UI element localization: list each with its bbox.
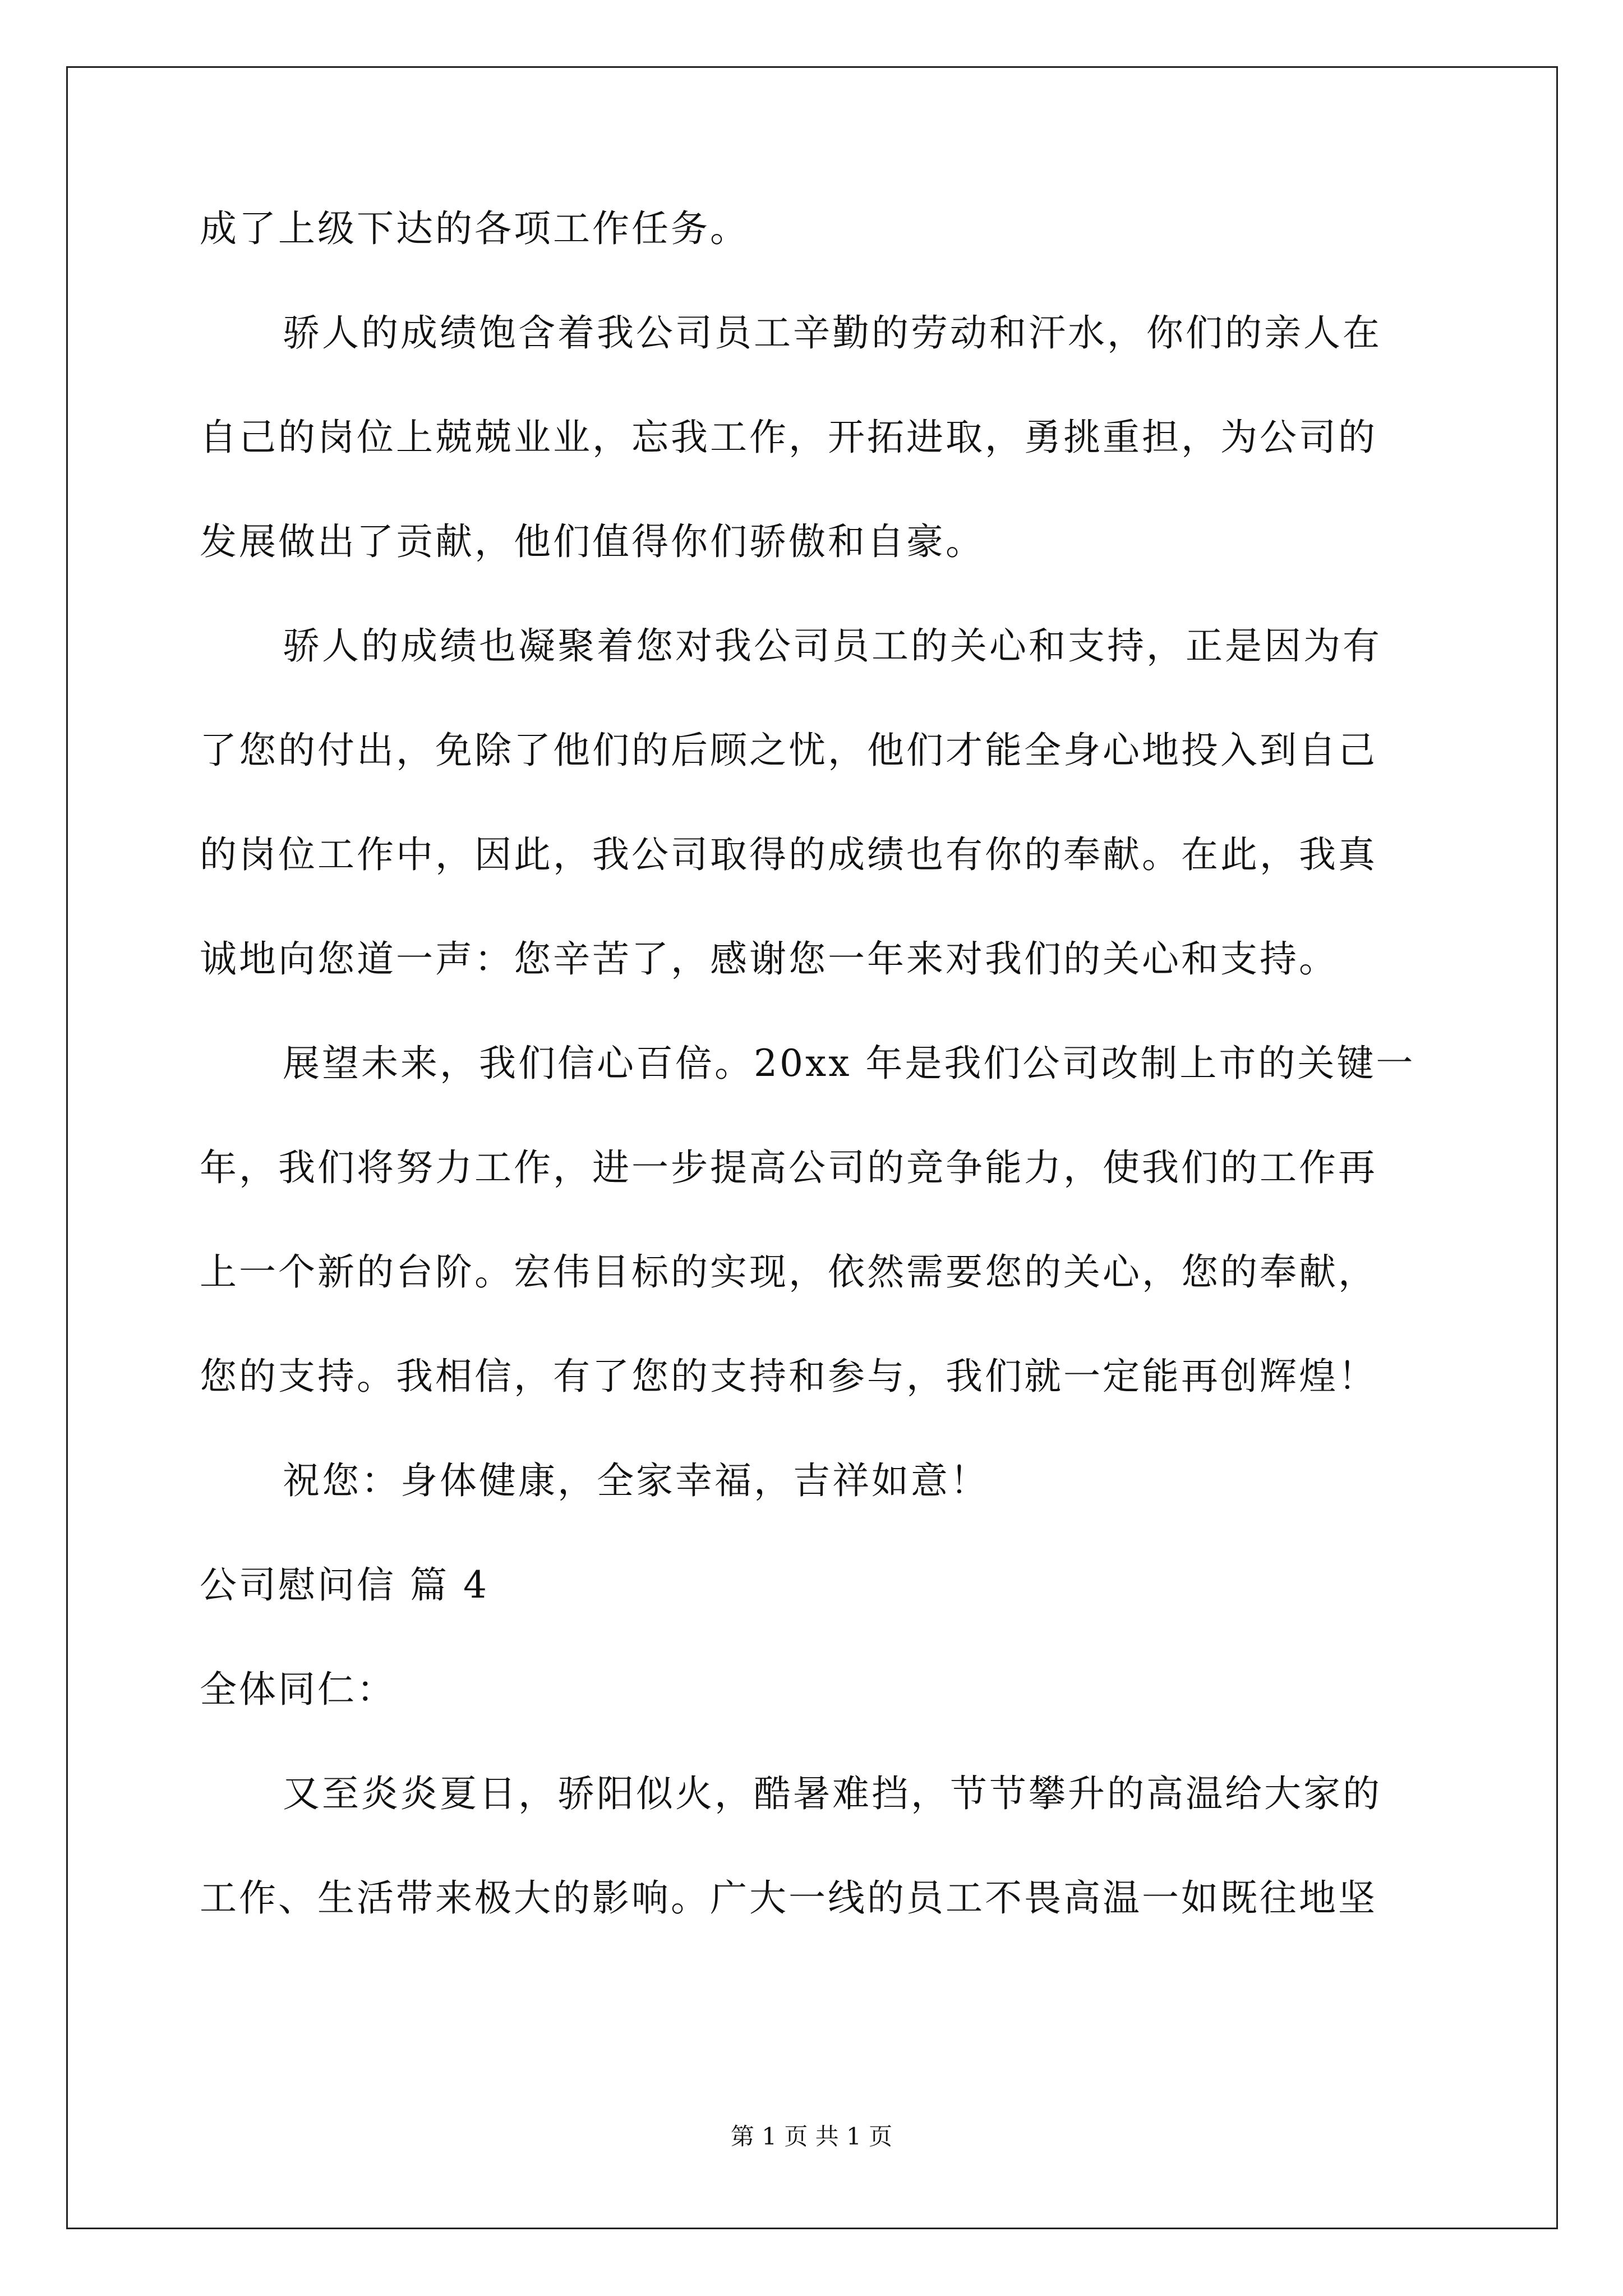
text-line-4: 发展做出了贡献，他们值得你们骄傲和自豪。 xyxy=(200,520,985,563)
text-line-1: 成了上级下达的各项工作任务。 xyxy=(200,207,749,250)
text-line-12: 您的支持。我相信，有了您的支持和参与，我们就一定能再创辉煌！ xyxy=(200,1355,1377,1398)
text-line-3: 自己的岗位上兢兢业业，忘我工作，开拓进取，勇挑重担，为公司的 xyxy=(200,416,1377,459)
text-line-16: 又至炎炎夏日，骄阳似火，酷暑难挡，节节攀升的高温给大家的 xyxy=(283,1772,1382,1815)
text-line-10: 年，我们将努力工作，进一步提高公司的竞争能力，使我们的工作再 xyxy=(200,1146,1377,1189)
text-line-8: 诚地向您道一声：您辛苦了，感谢您一年来对我们的关心和支持。 xyxy=(200,937,1338,981)
salutation: 全体同仁： xyxy=(200,1668,396,1711)
text-line-11: 上一个新的台阶。宏伟目标的实现，依然需要您的关心，您的奉献， xyxy=(200,1250,1377,1294)
text-line-13: 祝您：身体健康，全家幸福，吉祥如意！ xyxy=(283,1459,989,1502)
text-line-6: 了您的付出，免除了他们的后顾之忧，他们才能全身心地投入到自己 xyxy=(200,729,1377,772)
section-heading: 公司慰问信 篇 4 xyxy=(200,1563,489,1607)
text-line-2: 骄人的成绩饱含着我公司员工辛勤的劳动和汗水，你们的亲人在 xyxy=(283,311,1382,355)
text-line-9: 展望未来，我们信心百倍。20xx 年是我们公司改制上市的关键一 xyxy=(283,1042,1415,1085)
text-line-5: 骄人的成绩也凝聚着您对我公司员工的关心和支持，正是因为有 xyxy=(283,624,1382,668)
text-line-17: 工作、生活带来极大的影响。广大一线的员工不畏高温一如既往地坚 xyxy=(200,1876,1377,1920)
text-line-7: 的岗位工作中，因此，我公司取得的成绩也有你的奉献。在此，我真 xyxy=(200,833,1377,876)
page-number-footer: 第 1 页 共 1 页 xyxy=(730,2123,893,2150)
